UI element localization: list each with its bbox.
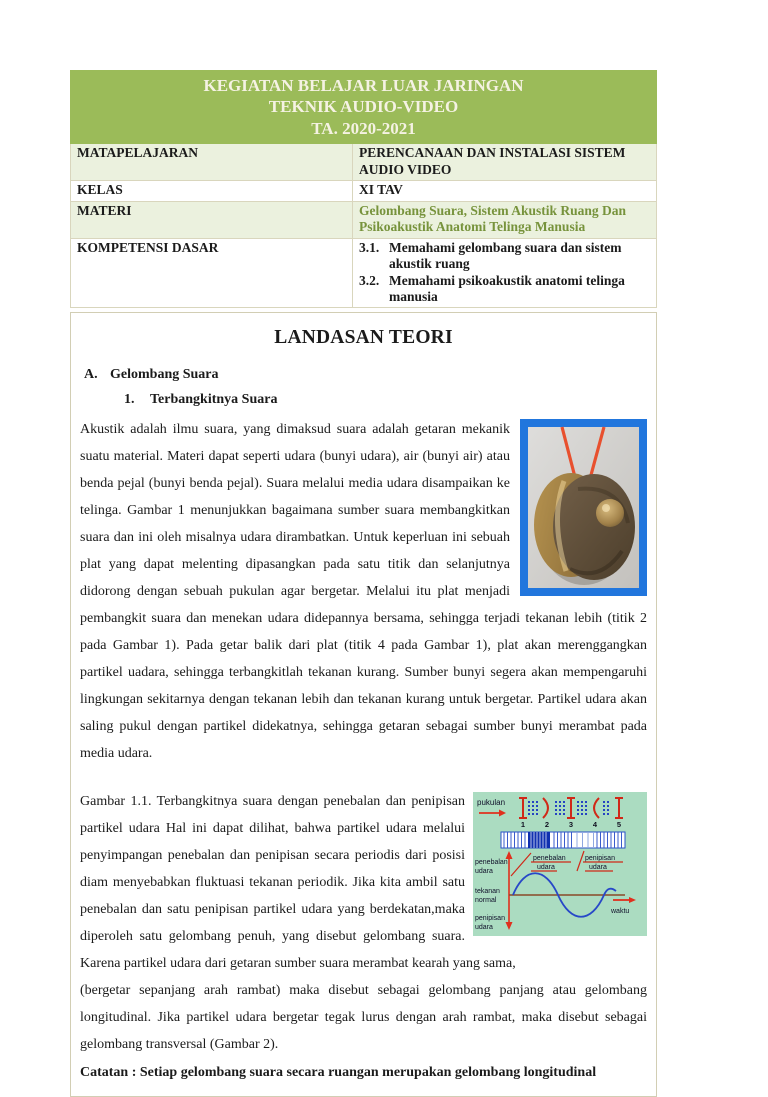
row-label: MATERI xyxy=(71,201,353,238)
kd-number: 3.1. xyxy=(359,239,380,255)
kd-item-1 xyxy=(359,240,650,273)
paragraph-2 xyxy=(80,788,647,977)
row-value: Gelombang Suara, Sistem Akustik Ruang Dan Psikoakustik Anatomi Telinga Manusia xyxy=(353,201,657,238)
subsection-title: Terbangkitnya Suara xyxy=(150,392,278,408)
title-line-2: TEKNIK AUDIO-VIDEO xyxy=(268,97,459,117)
waktu-label: waktu xyxy=(611,908,630,916)
kd-item-2 xyxy=(359,273,650,306)
row-label: KELAS xyxy=(71,181,353,201)
callout-penipisan-line1: penipisan xyxy=(585,855,615,863)
callout-penebalan-line1: penebalan xyxy=(533,855,566,863)
subsection-number: 1. xyxy=(124,392,135,408)
page-title: LANDASAN TEORI xyxy=(274,327,453,349)
note-text: Catatan : Setiap gelombang suara secara ruangan merupakan gelombang longitudinal xyxy=(80,1065,597,1081)
paragraph-1 xyxy=(80,416,647,767)
gong-photo-illustration xyxy=(520,419,647,596)
axis-tekanan-line2: normal xyxy=(475,897,497,905)
plate-number-2: 2 xyxy=(544,820,550,830)
axis-penebalan-line1: penebalan xyxy=(475,859,508,867)
axis-penipisan-line2: udara xyxy=(475,924,493,932)
section-heading-a xyxy=(84,367,647,383)
plate-number-4: 4 xyxy=(592,820,598,830)
paragraph-1-text: Akustik adalah ilmu suara, yang dimaksud suara adalah getaran mekanik suatu material. Materi dapat seperti udara (bunyi udara), air (bunyi air) atau benda pejal (bunyi benda pejal). Suara melalui media udara disampaikan ke telinga. Gambar 1 menunjukkan bagaimana sumber suara membangkitkan suara dan ini oleh misalnya udara dirambatkan. Untuk keperluan ini sebuah plat yang dapat melenting dipasangkan pada satu titik dan selanjutnya didorong dengan sebuah pukulan agar bergetar. Melalui itu plat menjadi pembangkit suara dan menekan udara didepannya bersama, sehingga terjadi tekanan lebih (titik 2 pada Gambar 1). Pada getar balik dari plat (titik 4 pada Gambar 1), plat akan merenggangkan partikel uadara, sehingga terbangkitlah tekanan kurang. Sumber bunyi segera akan mempengaruhi lingkungan sekitarnya dengan tekanan lebih dan tekanan kurang untuk bergetar. Partikel udara akan saling pukul dengan partikel didekatnya, sehingga getaran sebagai sumber bunyi merambat pada media udara. xyxy=(80,422,647,762)
wave-diagram-figure xyxy=(473,792,647,936)
pukulan-label: pukulan xyxy=(477,798,506,808)
paragraph-3-text: (bergetar sepanjang arah rambat) maka disebut sebagai gelombang panjang atau gelombang longitudinal. Jika partikel udara bergetar tegak lurus dengan arah rambat, maka disebut sebagai gelombang transversal (Gambar 2). xyxy=(80,983,647,1053)
table-row-kompetensi-dasar xyxy=(71,238,657,308)
subsection-heading-1 xyxy=(124,392,647,408)
axis-tekanan-line1: tekanan xyxy=(475,888,500,896)
kd-text: Memahami gelombang suara dan sistem akustik ruang xyxy=(389,239,622,272)
row-label: KOMPETENSI DASAR xyxy=(71,238,353,308)
kd-text: Memahami psikoakustik anatomi telinga manusia xyxy=(389,272,625,304)
table-row-materi xyxy=(71,201,657,238)
callout-penebalan-line2: udara xyxy=(537,864,555,872)
table-row-matapelajaran xyxy=(71,144,657,181)
title-line-1: KEGIATAN BELAJAR LUAR JARINGAN xyxy=(203,76,524,95)
row-label: MATAPELAJARAN xyxy=(71,144,353,181)
title-line-3: TA. 2020-2021 xyxy=(311,118,416,138)
paragraph-2-text: Gambar 1.1. Terbangkitnya suara dengan penebalan dan penipisan partikel udara Hal ini dapat dilihat, bahwa partikel udara melalui penyimpangan penebalan dan penipisan secara periodis dari posisi diam menyebabkan fluktuasi tekanan periodik. Jika kita ambil satu penebalan dan satu penipisan partikel udara yang berdekatan,maka diperoleh satu gelombang penuh, yang disebut gelombang suara. Karena partikel udara dari getaran sumber suara merambat kearah yang sama, xyxy=(80,794,516,972)
plate-number-5: 5 xyxy=(616,820,622,830)
wave-diagram-illustration xyxy=(473,792,647,936)
kd-number: 3.2. xyxy=(359,272,380,288)
section-letter: A. xyxy=(84,367,98,383)
title-row xyxy=(71,71,657,144)
callout-penipisan-line2: udara xyxy=(589,864,607,872)
header-table xyxy=(70,70,657,308)
row-value: XI TAV xyxy=(353,181,657,201)
theory-section xyxy=(70,312,657,1097)
pressure-bar xyxy=(501,832,625,848)
plate-number-1: 1 xyxy=(520,820,526,830)
axis-penebalan-line2: udara xyxy=(475,868,493,876)
plate-number-3: 3 xyxy=(568,820,574,830)
row-value xyxy=(353,238,657,308)
section-title: Gelombang Suara xyxy=(110,367,219,383)
document-title xyxy=(71,71,657,144)
axis-penipisan-line1: penipisan xyxy=(475,915,505,923)
gong-photo xyxy=(520,419,647,596)
row-value: PERENCANAAN DAN INSTALASI SISTEM AUDIO VIDEO xyxy=(353,144,657,181)
paragraph-3 xyxy=(80,977,647,1058)
table-row-kelas xyxy=(71,181,657,201)
worksheet xyxy=(70,70,657,1097)
